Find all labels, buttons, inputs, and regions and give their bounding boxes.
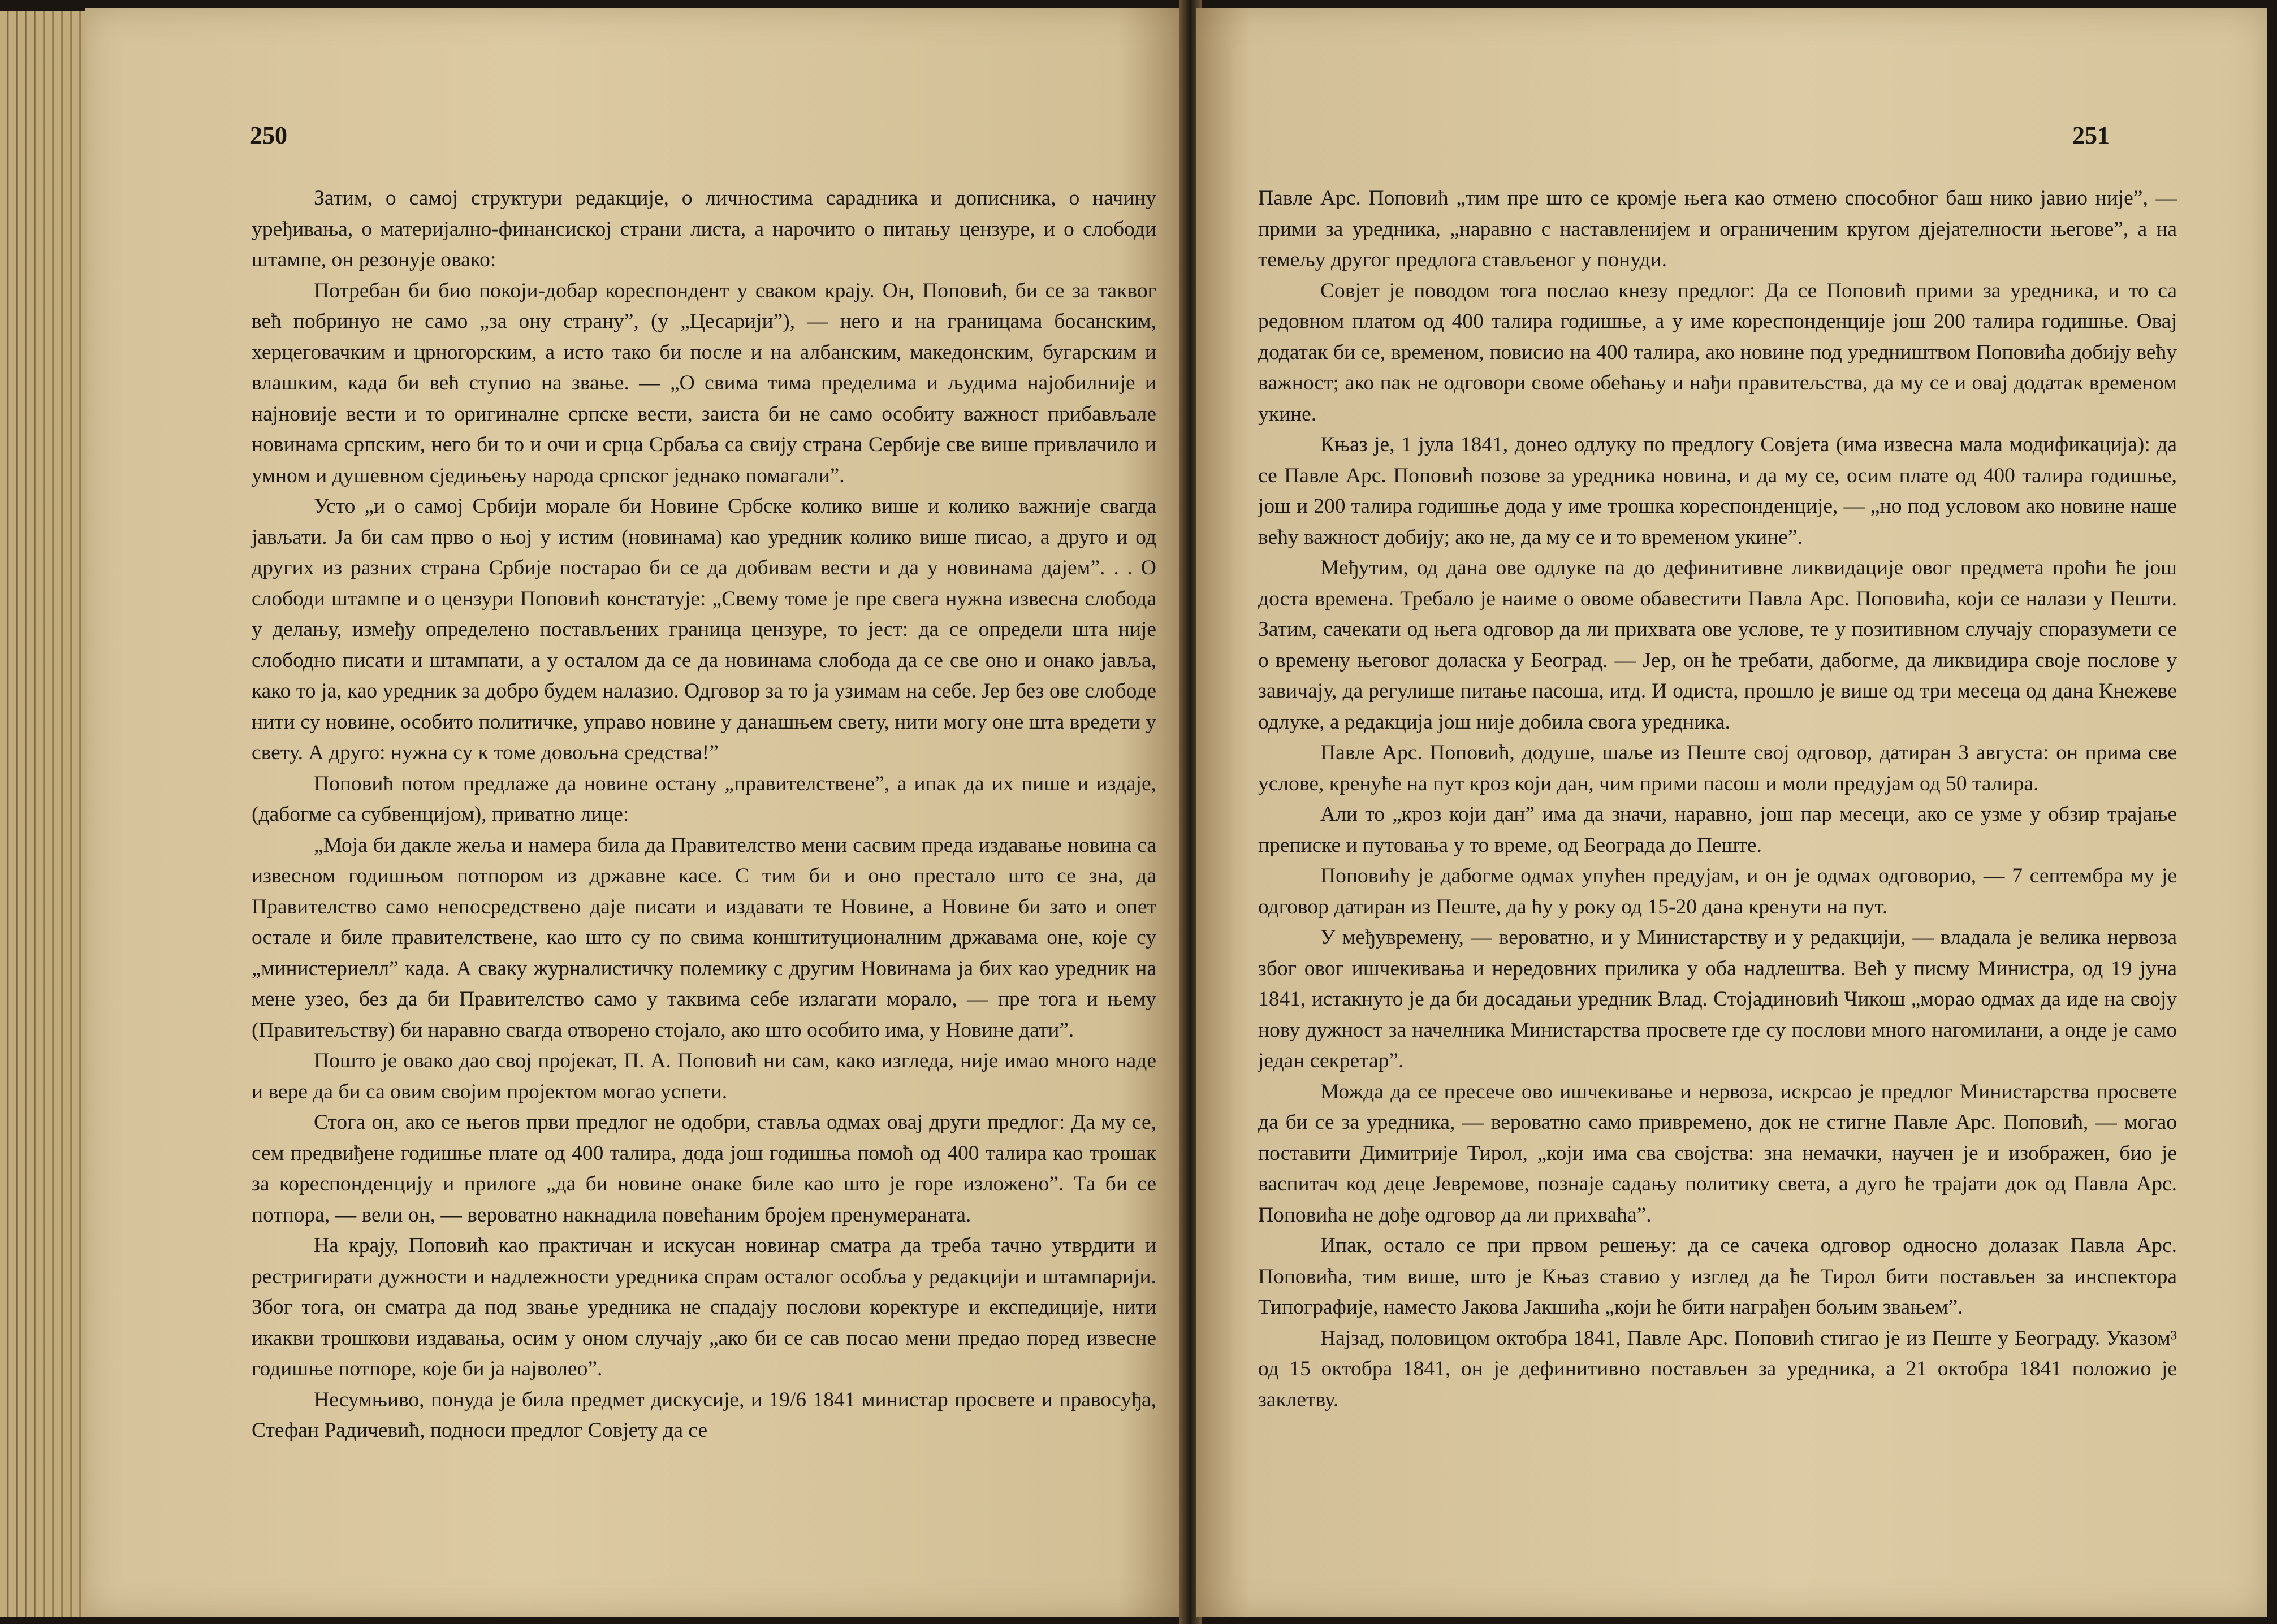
paragraph: Совјет је поводом тога послао кнезу предлог: Да се Поповић прими за уредника, и то са редовном платом од 400 талира годишње, а у име кореспонденције још 200 талира годишње. Овај додатак би се, временом, повисио на 400 талира, ако новине под уредништвом Поповића добију већу важност; ако пак не одговори своме обећању и нађи правитељства, да му се и овај додатак временом укине. xyxy=(1258,279,2177,426)
paragraph: Павле Арс. Поповић, додуше, шаље из Пеште свој одговор, датиран 3 августа: он прима све услове, кренуће на пут кроз који дан, чим прими пасош и моли предујам од 50 талира. xyxy=(1258,741,2177,795)
paragraph: Можда да се пресече ово ишчекивање и нервоза, искрсао је предлог Министарства просвете да би се за уредника, — вероватно само привремено, док не стигне Павле Арс. Поповић, — могао поставити Димитрије Тирол, „који има сва својства: зна немачки, научен је и изображен, био је васпитач код деце Јевремове, познаје садању политику света, а дуго ће трајати док од Павла Арс. Поповића не дође одговор да ли прихваћа”. xyxy=(1258,1080,2177,1227)
paragraph: „Моја би дакле жеља и намера била да Правителство мени сасвим преда издавање новина са извесном годишњом потпором из државне касе. С тим би и оно престало што се зна, да Правителство само непосредствено даје писати и издавати те Новине, а Новине би зато и опет остале и биле правителствене, као што су по свима конштитуционалним државама оне, које су „министериелл” када. А сваку журналистичку полемику с другим Новинама ја бих као уредник на мене узео, без да би Правителство само у таквима себе излагати морало, — пре тога и њему (Правитељству) би наравно свагда отворено стојало, ако што особито има, у Новине дати”. xyxy=(252,833,1156,1042)
page-edges xyxy=(0,11,90,1617)
paragraph: Најзад, половицом октобра 1841, Павле Арс. Поповић стигао је из Пеште у Београду. Указом³ од 15 октобра 1841, он је дефинитивно постављен за уредника, а 21 октобра 1841 положио је заклетву. xyxy=(1258,1326,2177,1411)
right-text-column xyxy=(1258,183,2177,1415)
paragraph: Пошто је овако дао свој пројекат, П. А. Поповић ни сам, како изгледа, није имао много наде и вере да би са овим својим пројектом могао успети. xyxy=(252,1049,1156,1103)
paragraph: Ипак, остало се при првом решењу: да се сачека одговор односно долазак Павла Арс. Поповића, тим више, што је Књаз ставио у изглед да ће Тирол бити постављен за инспектора Типографије, наместо Јакова Јакшића „који ће бити награђен бољим звањем”. xyxy=(1258,1234,2177,1319)
paragraph: На крају, Поповић као практичан и искусан новинар сматра да треба тачно утврдити и рестригирати дужности и надлежности уредника спрам осталог особља у редакцији и штампарији. Због тога, он сматра да под звање уредника не спадају послови коректуре и експедиције, нити икакви трошкови издавања, осим у оном случају „ако би се сав посао мени предао поред извесне годишње потпоре, које би ја најволео”. xyxy=(252,1234,1156,1380)
paragraph: Павле Арс. Поповић „тим пре што се кромје њега као отмено способног баш нико јавио није”, — прими за уредника, „наравно с наставленијем и ограниченим кругом дјејателности његове”, а на темељу другог предлога стављеног у понуди. xyxy=(1258,187,2177,271)
paragraph: Поповић потом предлаже да новине остану „правителствене”, а ипак да их пише и издаје, (дабогме са субвенцијом), приватно лице: xyxy=(252,772,1156,826)
paragraph: Потребан би био покоји-добар кореспондент у сваком крају. Он, Поповић, би се за таквог већ побринуо не само „за ону страну”, (у „Цесарији”), — него и на границама босанским, херцеговачким и црногорским, а исто тако би после и на албанским, македонским, бугарским и влашким, када би већ ступио на звање. — „О свима тима пределима и људима најобилније и најновије вести и то оригиналне српске вести, заиста би не само особиту важност прибављале новинама српским, него би то и очи и срца Србаља са свију страна Сербије све више привлачило и умном и душевном сједињењу народа српског једнако помагали”. xyxy=(252,279,1156,487)
paragraph: Усто „и о самој Србији морале би Новине Србске колико више и колико важније свагда јављати. Ја би сам прво о њој у истим (новинама) као уредник колико више писао, а друго и од других из разних страна Србије постарао би се да добивам вести и да у новинама дајем”. . . О слободи штампе и о цензури Поповић констатује: „Свему томе је пре свега нужна извесна слобода у делању, између определено постављених граница цензуре, то јест: да се определи шта није слободно писати и штампати, а у осталом да се да новинама слобода да се све оно и онако јавља, како то ја, као уредник за добро будем налазио. Одговор за то ја узимам на себе. Јер без ове слободе нити су новине, особито политичке, управо новине у данашњем свету, нити могу оне шта вредети у свету. А друго: нужна су к томе довољна средства!” xyxy=(252,495,1156,764)
paragraph: Међутим, од дана ове одлуке па до дефинитивне ликвидације овог предмета проћи ће још доста времена. Требало је наиме о овоме обавестити Павла Арс. Поповића, који се налази у Пешти. Затим, сачекати од њега одговор да ли прихвата ове услове, те у позитивном случају споразумети се о времену његовог доласка у Београд. — Јер, он ће требати, дабогме, да ликвидира своје послове у завичају, да регулише питање пасоша, итд. И одиста, прошло је више од три месеца од дана Кнежеве одлуке, а редакција још није добила свога уредника. xyxy=(1258,556,2177,734)
paragraph: Књаз је, 1 јула 1841, донео одлуку по предлогу Совјета (има извесна мала модификација): да се Павле Арс. Поповић позове за уредника новина, и да му се, осим плате од 400 талира годишње, још и 200 талира годишње дода у име трошка кореспонденције, — „но под условом ако новине наше већу важност добију; ако не, да му се и то временом укине”. xyxy=(1258,433,2177,549)
page-number: 251 xyxy=(2072,122,2110,149)
left-page xyxy=(85,8,1185,1617)
paragraph: Стога он, ако се његов први предлог не одобри, ставља одмах овај други предлог: Да му се, сем предвиђене годишње плате од 400 талира, дода још годишња помоћ од 400 талира као трошак за кореспонденцију и прилоге „да би новине онаке биле као што је горе изложено”. Та би се потпора, — вели он, — вероватно накнадила повећаним бројем пренумераната. xyxy=(252,1111,1156,1227)
paragraph: Несумњиво, понуда је била предмет дискусије, и 19/6 1841 министар просвете и правосуђа, Стефан Радичевић, подноси предлог Совјету да се xyxy=(252,1388,1156,1442)
paragraph: У међувремену, — вероватно, и у Министарству и у редакцији, — владала је велика нервоза због овог ишчекивања и нередовних прилика у оба надлештва. Већ у писму Министра, од 19 јуна 1841, истакнуто је да би досадањи уредник Влад. Стојадиновић Чикош „морао одмах да иде на своју нову дужност за начелника Министарства просвете где су послови много нагомилани, а онде је само један секретар”. xyxy=(1258,926,2177,1072)
paragraph: Поповићу је дабогме одмах упућен предујам, и он је одмах одговорио, — 7 септембра му је одговор датиран из Пеште, да ћу у року од 15-20 дана кренути на пут. xyxy=(1258,864,2177,919)
right-page xyxy=(1196,8,2267,1617)
paragraph: Затим, о самој структури редакције, о личностима сарадника и дописника, о начину уређивања, о материјално-финансиској страни листа, а нарочито о питању цензуре, и о слободи штампе, он резонује овако: xyxy=(252,187,1156,271)
left-text-column xyxy=(252,183,1156,1447)
paragraph: Али то „кроз који дан” има да значи, наравно, још пар месеци, ако се узме у обзир трајање преписке и путовања у то време, од Београда до Пеште. xyxy=(1258,803,2177,857)
page-number: 250 xyxy=(250,122,287,149)
